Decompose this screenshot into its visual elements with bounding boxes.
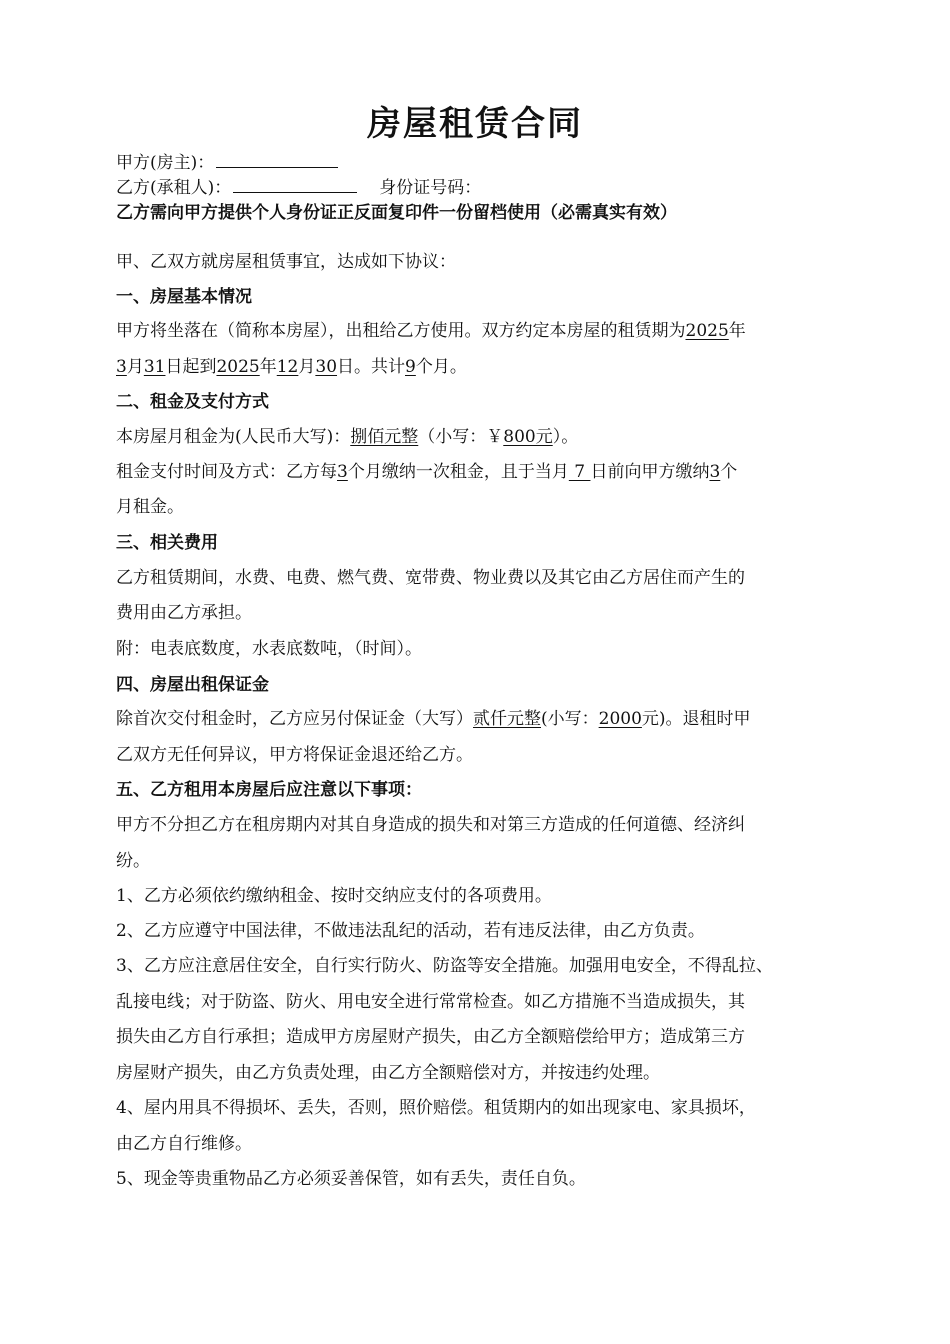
- lease-total-months: 9: [405, 357, 416, 377]
- lease-start-month: 3: [116, 357, 127, 377]
- lease-start-day: 31: [143, 357, 166, 377]
- year-unit: 年: [728, 321, 746, 341]
- pay-due-day: 7: [568, 462, 591, 482]
- month-unit: 月: [126, 357, 144, 377]
- party-b-label: 乙方(承租人)：: [116, 178, 232, 198]
- pay-text-c: 日前向甲方缴纳: [590, 462, 710, 482]
- payment-line-2: 月租金。: [116, 497, 184, 517]
- liability-line-1: 甲方不分担乙方在租房期内对其自身造成的损失和对第三方造成的任何道德、经济纠: [116, 815, 745, 835]
- section-1-heading: 一、房屋基本情况: [116, 287, 252, 307]
- lease-end-month: 12: [276, 357, 299, 377]
- deposit-amount-lower: 2000: [598, 709, 642, 729]
- rule-item-3-line-2: 乱接电线；对于防盗、防火、用电安全进行常常检查。如乙方措施不当造成损失，其: [116, 992, 745, 1012]
- rent-amount-line: [116, 425, 846, 449]
- rule-item-5: 5、现金等贵重物品乙方必须妥善保管，如有丢失，责任自负。: [116, 1169, 586, 1189]
- deposit-line-1: [116, 707, 846, 731]
- rent-amount-lower: 800元: [503, 427, 553, 447]
- rule-item-4-line-1: 4、屋内用具不得损坏、丢失，否则，照价赔偿。租赁期内的如出现家电、家具损坏，: [116, 1098, 756, 1118]
- intro-line: 甲、乙双方就房屋租赁事宜，达成如下协议：: [116, 252, 456, 272]
- rule-item-3-line-3: 损失由乙方自行承担；造成甲方房屋财产损失，由乙方全额赔偿给甲方；造成第三方: [116, 1027, 745, 1047]
- section-4-heading: 四、房屋出租保证金: [116, 675, 269, 695]
- rule-item-3-line-4: 房屋财产损失，由乙方负责处理，由乙方全额赔偿对方，并按违约处理。: [116, 1063, 660, 1083]
- deposit-text-b: (小写：: [541, 709, 599, 729]
- lease-text: 甲方将坐落在（简称本房屋），出租给乙方使用。双方约定本房屋的租赁期为: [116, 321, 686, 341]
- rule-item-2: 2、乙方应遵守中国法律，不做违法乱纪的活动，若有违反法律，由乙方负责。: [116, 921, 705, 941]
- pay-every-months: 3: [337, 462, 348, 482]
- deposit-text-a: 除首次交付租金时，乙方应另付保证金（大写）: [116, 709, 473, 729]
- deposit-amount-upper: 贰仟元整: [473, 709, 541, 729]
- day-from-text: 日起到: [165, 357, 217, 377]
- day-total-text: 日。共计: [337, 357, 406, 377]
- rent-suffix: ）。: [552, 427, 579, 447]
- rule-item-1: 1、乙方必须依约缴纳租金、按时交纳应支付的各项费用。: [116, 886, 552, 906]
- party-b-blank: [233, 176, 357, 193]
- fees-line-1: 乙方租赁期间，水费、电费、燃气费、宽带费、物业费以及其它由乙方居住而产生的: [116, 568, 745, 588]
- payment-line-1: [116, 460, 846, 484]
- section-5-heading: 五、乙方租用本房屋后应注意以下事项：: [116, 780, 422, 800]
- pay-months-count: 3: [709, 462, 721, 482]
- document-title: 房屋租赁合同: [367, 104, 583, 144]
- id-number-label: 身份证号码：: [379, 178, 482, 198]
- lease-end-year: 2025: [216, 357, 260, 377]
- section-3-heading: 三、相关费用: [116, 533, 218, 553]
- pay-text-a: 租金支付时间及方式：乙方每: [116, 462, 337, 482]
- liability-line-2: 纷。: [116, 851, 150, 871]
- party-a-label: 甲方(房主)：: [116, 153, 215, 173]
- rule-item-4-line-2: 由乙方自行维修。: [116, 1134, 252, 1154]
- month-unit-2: 月: [298, 357, 316, 377]
- party-a-line: [116, 151, 846, 175]
- rent-mid: （小写：￥: [418, 427, 504, 447]
- section-2-heading: 二、租金及支付方式: [116, 392, 269, 412]
- months-unit: 个月。: [415, 357, 467, 377]
- deposit-line-2: 乙双方无任何异议，甲方将保证金退还给乙方。: [116, 745, 473, 765]
- meter-reading-line: 附：电表底数度，水表底数吨，（时间）。: [116, 639, 422, 659]
- lease-end-day: 30: [315, 357, 338, 377]
- rule-item-3-line-1: 3、乙方应注意居住安全，自行实行防火、防盗等安全措施。加强用电安全，不得乱拉、: [116, 956, 773, 976]
- party-a-blank: [216, 151, 338, 168]
- lease-start-year: 2025: [685, 321, 729, 341]
- section-1-line-1: [116, 319, 846, 343]
- deposit-text-c: 元)。退租时甲: [641, 709, 751, 729]
- party-b-line: [116, 176, 846, 200]
- fees-line-2: 费用由乙方承担。: [116, 603, 252, 623]
- pay-text-d: 个: [720, 462, 738, 482]
- year-unit-2: 年: [259, 357, 277, 377]
- pay-text-b: 个月缴纳一次租金，且于当月: [347, 462, 569, 482]
- section-1-line-2: [116, 355, 846, 379]
- rent-amount-upper: 捌佰元整: [350, 427, 419, 447]
- rent-prefix: 本房屋月租金为(人民币大写)：: [116, 427, 351, 447]
- id-copy-notice: 乙方需向甲方提供个人身份证正反面复印件一份留档使用（必需真实有效）: [116, 203, 677, 223]
